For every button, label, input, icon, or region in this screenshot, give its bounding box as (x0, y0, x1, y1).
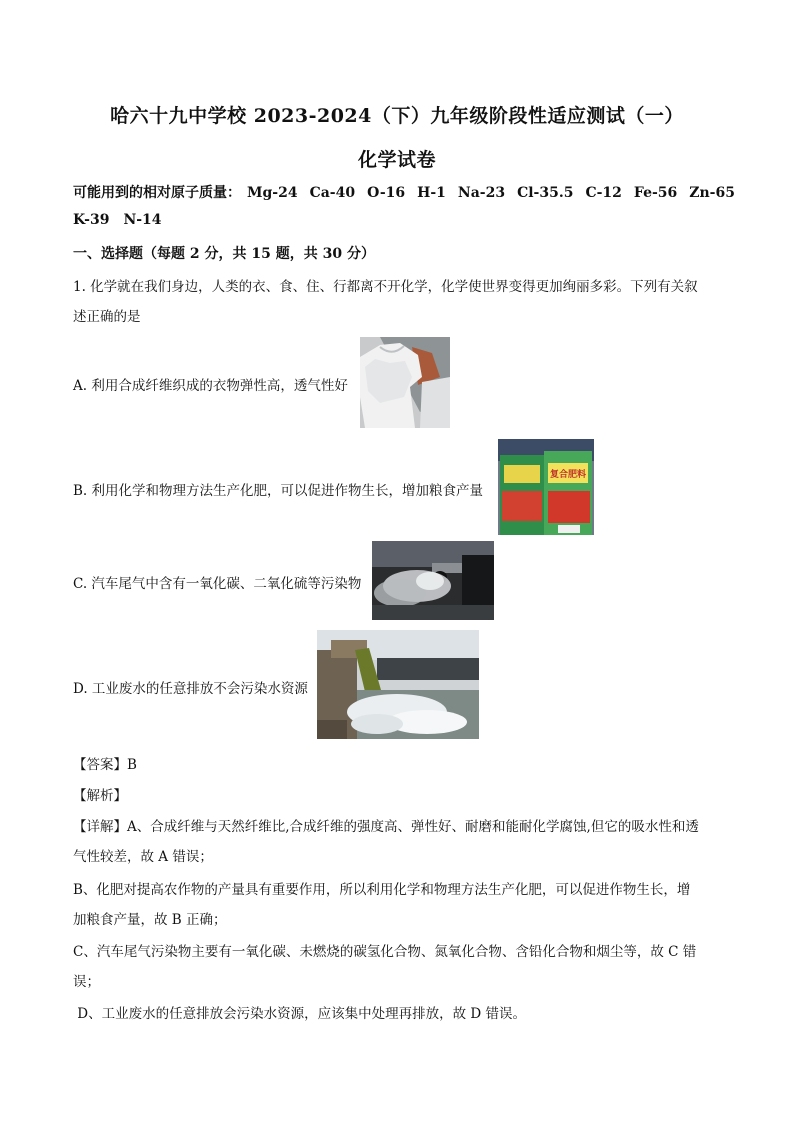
atomic-mass: C-12 (585, 185, 622, 201)
atomic-mass: Cl-35.5 (517, 185, 574, 201)
atomic-mass: Ca-40 (309, 185, 356, 201)
fertilizer-bag-label: 复合肥料 (550, 470, 587, 480)
atomic-mass: Na-23 (457, 185, 506, 201)
atomic-mass: Zn-65 (689, 185, 735, 201)
detail-line1: 【详解】A、合成纤维与天然纤维比,合成纤维的强度高、弹性好、耐磨和能耐化学腐蚀,但它的吸水性和透 (73, 819, 699, 835)
question-stem-line1: 1. 化学就在我们身边，人类的衣、食、住、行都离不开化学，化学使世界变得更加绚丽多彩。下列有关叙 (73, 279, 698, 295)
atomic-masses-line2 (73, 212, 176, 228)
section-heading: 一、选择题（每题 2 分，共 15 题，共 30 分） (73, 246, 375, 262)
exam-title: 哈六十九中学校 2023-2024（下）九年级阶段性适应测试（一） (110, 105, 684, 127)
atomic-mass: Mg-24 (247, 185, 298, 201)
analysis-label: 【解析】 (73, 788, 127, 804)
option-d: D. 工业废水的任意排放不会污染水资源 (73, 681, 308, 697)
atomic-mass: N-14 (123, 212, 162, 228)
atomic-mass: Fe-56 (633, 185, 678, 201)
atomic-mass: K-39 (73, 212, 110, 228)
atomic-masses-line1 (73, 182, 747, 202)
exam-subtitle: 化学试卷 (357, 149, 436, 171)
detail-b-line2: 加粮食产量，故 B 正确； (73, 912, 227, 928)
atomic-mass: H-1 (417, 185, 446, 201)
option-a: A. 利用合成纤维织成的衣物弹性高，透气性好 (73, 378, 348, 394)
photo-fertilizer-bags (498, 439, 594, 535)
detail-c-line1: C、汽车尾气污染物主要有一氧化碳、未燃烧的碳氢化合物、氮氧化合物、含铅化合物和烟尘等，故 C 错 (73, 944, 697, 960)
detail-c-line2: 误； (73, 974, 100, 990)
photo-wastewater-discharge (317, 630, 479, 739)
option-c: C. 汽车尾气中含有一氧化碳、二氧化硫等污染物 (73, 576, 362, 592)
photo-car-exhaust (372, 541, 494, 620)
option-b: B. 利用化学和物理方法生产化肥，可以促进作物生长，增加粮食产量 (73, 483, 484, 499)
detail-b-line1: B、化肥对提高农作物的产量具有重要作用，所以利用化学和物理方法生产化肥，可以促进作物生长，增 (73, 882, 691, 898)
answer-line: 【答案】B (73, 757, 137, 773)
atomic-masses-label: 可能用到的相对原子质量： (73, 185, 241, 201)
detail-d-line1: D、工业废水的任意排放会污染水资源，应该集中处理再排放，故 D 错误。 (73, 1006, 527, 1022)
detail-line2: 气性较差，故 A 错误； (73, 849, 213, 865)
photo-white-tshirts (360, 337, 450, 428)
atomic-mass: O-16 (367, 185, 406, 201)
question-stem-line2: 述正确的是 (73, 309, 141, 325)
